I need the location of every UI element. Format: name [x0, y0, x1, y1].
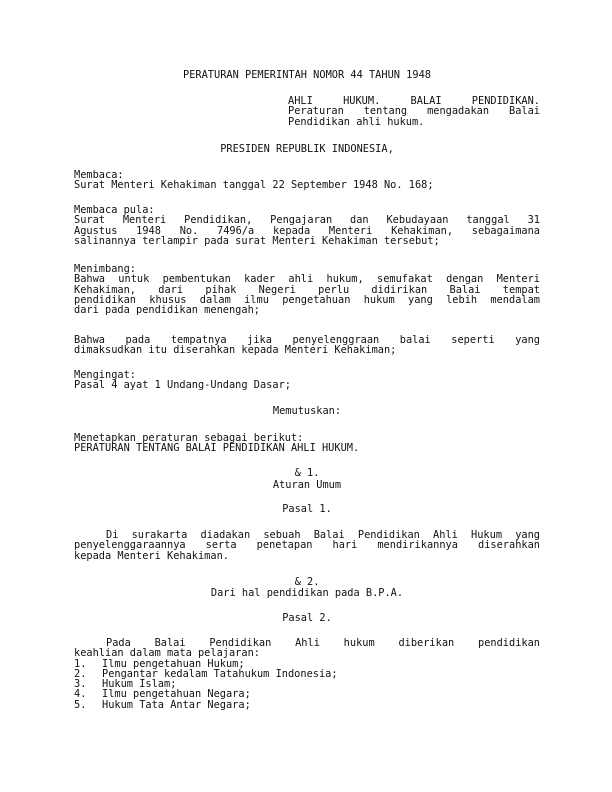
- pasal2-line: Pada Balai Pendidikan Ahli hukum diberikan pendidikan: [106, 637, 540, 649]
- section2-number: & 2.: [294, 576, 320, 588]
- pasal1-line: Di surakarta diadakan sebuah Balai Pendidikan Ahli Hukum yang: [106, 529, 540, 541]
- document-title: PERATURAN PEMERINTAH NOMOR 44 TAHUN 1948: [183, 69, 431, 81]
- membaca-pula-line: Surat Menteri Pendidikan, Pengajaran dan Kebudayaan tanggal 31: [74, 214, 540, 227]
- pasal2-title: Pasal 2.: [282, 612, 332, 624]
- list-number: 4.: [74, 688, 87, 701]
- subject-line: Pendidikan ahli hukum.: [288, 115, 425, 128]
- menimbang-second: [74, 335, 540, 356]
- section1-number: & 1.: [294, 467, 320, 479]
- membaca-section: [74, 170, 540, 191]
- menimbang2-line: dimaksudkan itu diserahkan kepada Menteri Kehakiman;: [74, 344, 397, 357]
- pasal1-line: penyelenggaraannya serta penetapan hari mendirikannya diserahkan: [74, 539, 540, 552]
- memutuskan-heading: Memutuskan:: [272, 405, 342, 417]
- membaca-pula-line: Agustus 1948 No. 7496/a kepada Menteri Kehakiman, sebagaimana: [74, 224, 540, 237]
- list-text: Pengantar kedalam Tatahukum Indonesia;: [102, 667, 338, 680]
- section1-title: Aturan Umum: [272, 479, 342, 491]
- membaca-label: Membaca:: [74, 169, 124, 181]
- mengingat-section: [74, 370, 540, 391]
- list-text: Hukum Islam;: [102, 678, 177, 691]
- list-text: Ilmu pengetahuan Negara;: [102, 688, 251, 701]
- list-text: Hukum Tata Antar Negara;: [102, 698, 251, 711]
- menimbang-label: Menimbang:: [74, 263, 136, 275]
- subject-line: Peraturan tentang mengadakan Balai: [288, 105, 540, 118]
- menetapkan-line: PERATURAN TENTANG BALAI PENDIDIKAN AHLI HUKUM.: [74, 442, 360, 455]
- mengingat-label: Mengingat:: [74, 369, 136, 381]
- list-number: 1.: [74, 657, 87, 670]
- subject-line: AHLI HUKUM. BALAI PENDIDIKAN.: [288, 95, 540, 107]
- membaca-pula-label: Membaca pula:: [74, 204, 155, 216]
- subject-block: [288, 96, 540, 127]
- menimbang-section: [74, 264, 540, 315]
- list-number: 3.: [74, 678, 87, 691]
- list-text: Ilmu pengetahuan Hukum;: [102, 657, 245, 670]
- membaca-text: Surat Menteri Kehakiman tanggal 22 September 1948 No. 168;: [74, 179, 434, 192]
- menimbang-line: dari pada pendidikan menengah;: [74, 304, 260, 317]
- subject-list-item: [74, 700, 540, 710]
- menimbang-line: pendidikan khusus dalam ilmu pengetahuan hukum yang lebih mendalam: [74, 293, 540, 306]
- pasal2-line: keahlian dalam mata pelajaran:: [74, 647, 260, 660]
- pasal1-body: [74, 530, 540, 561]
- membaca-pula-line: salinannya terlampir pada surat Menteri Kehakiman tersebut;: [74, 234, 440, 247]
- section2-title: Dari hal pendidikan pada B.P.A.: [210, 587, 404, 599]
- menetapkan-section: [74, 433, 540, 454]
- pasal1-title: Pasal 1.: [282, 503, 332, 515]
- mengingat-text: Pasal 4 ayat 1 Undang-Undang Dasar;: [74, 379, 291, 392]
- president-heading: PRESIDEN REPUBLIK INDONESIA,: [220, 143, 394, 155]
- pasal2-body: [74, 638, 540, 710]
- membaca-pula-section: [74, 205, 540, 246]
- menimbang2-line: Bahwa pada tempatnya jika penyelenggraan balai seperti yang: [74, 334, 540, 346]
- menetapkan-line: Menetapkan peraturan sebagai berikut:: [74, 432, 304, 444]
- menimbang-line: Kehakiman, dari pihak Negeri perlu didirikan Balai tempat: [74, 283, 540, 296]
- pasal1-line: kepada Menteri Kehakiman.: [74, 549, 229, 562]
- menimbang-line: Bahwa untuk pembentukan kader ahli hukum, semufakat dengan Menteri: [74, 273, 540, 286]
- list-number: 2.: [74, 667, 87, 680]
- list-number: 5.: [74, 698, 87, 711]
